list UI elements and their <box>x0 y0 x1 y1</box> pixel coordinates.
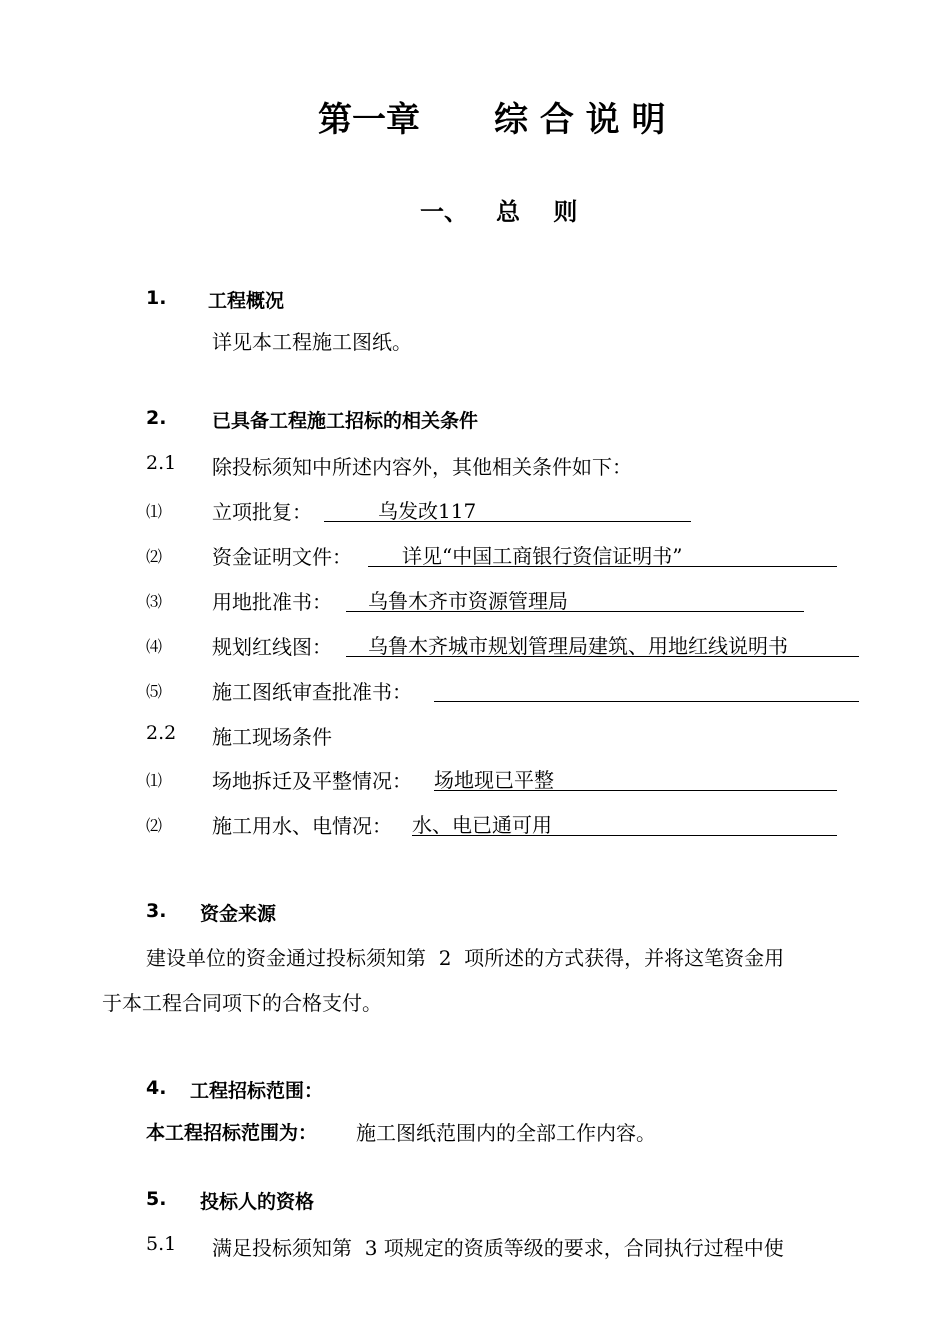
chapter-number: 第一章 <box>318 100 420 140</box>
s2-item4-number: ⑷ <box>146 637 163 656</box>
s2-item6-label: 场地拆迁及平整情况： <box>212 769 412 793</box>
s2-item7-field <box>412 809 837 836</box>
s2-item7-number: ⑵ <box>146 816 163 835</box>
s2-item5-number: ⑸ <box>146 682 163 701</box>
s5-sub1-text: 满足投标须知第 3 项规定的资质等级的要求，合同执行过程中使 <box>212 1236 784 1260</box>
s2-sub1-text: 除投标须知中所述内容外，其他相关条件如下： <box>212 455 632 479</box>
s5-sub1-number: 5.1 <box>146 1233 177 1255</box>
s2-item2-label: 资金证明文件： <box>212 545 352 569</box>
s2-item6-number: ⑴ <box>146 771 163 790</box>
s2-number: 2. <box>146 407 167 429</box>
s2-item1-field <box>324 495 691 522</box>
chapter-title: 综 合 说 明 <box>494 100 666 140</box>
s2-item1-label: 立项批复： <box>212 500 312 524</box>
s4-heading: 工程招标范围： <box>190 1080 324 1102</box>
s4-scope-label: 本工程招标范围为： <box>146 1122 318 1144</box>
s2-item7-value: 水、电已通可用 <box>412 813 552 837</box>
s2-item5-label: 施工图纸审查批准书： <box>212 680 412 704</box>
s2-item6-field <box>434 764 837 791</box>
s2-item5-field <box>434 675 859 702</box>
s2-item3-number: ⑶ <box>146 592 163 611</box>
s2-item2-field <box>368 540 837 567</box>
s4-scope-value: 施工图纸范围内的全部工作内容。 <box>356 1121 656 1145</box>
s2-item4-label: 规划红线图： <box>212 635 332 659</box>
s3-heading: 资金来源 <box>200 903 277 925</box>
s2-item4-value: 乌鲁木齐城市规划管理局建筑、用地红线说明书 <box>368 634 788 658</box>
s2-item1-value: 乌发改117 <box>378 499 477 523</box>
section-number: 一、 <box>420 198 468 226</box>
s2-item1-number: ⑴ <box>146 502 163 521</box>
s2-item4-field <box>346 630 859 657</box>
s3-line1: 建设单位的资金通过投标须知第 2 项所述的方式获得，并将这笔资金用 <box>146 946 785 970</box>
s2-item7-label: 施工用水、电情况： <box>212 814 392 838</box>
s2-sub1-number: 2.1 <box>146 452 177 474</box>
s2-item6-value: 场地现已平整 <box>434 768 554 792</box>
s5-number: 5. <box>146 1188 167 1210</box>
s2-item3-field <box>346 585 804 612</box>
s2-sub2-number: 2.2 <box>146 722 177 744</box>
s2-item2-value: 详见“中国工商银行资信证明书” <box>402 544 683 568</box>
s4-number: 4. <box>146 1077 167 1099</box>
s3-number: 3. <box>146 900 167 922</box>
s2-item2-number: ⑵ <box>146 547 163 566</box>
s2-sub2-text: 施工现场条件 <box>212 725 332 749</box>
s2-item3-label: 用地批准书： <box>212 590 332 614</box>
s2-item3-value: 乌鲁木齐市资源管理局 <box>368 589 568 613</box>
section-title: 总 则 <box>496 198 578 226</box>
s2-heading: 已具备工程施工招标的相关条件 <box>212 410 479 432</box>
s1-body: 详见本工程施工图纸。 <box>212 330 412 354</box>
s1-heading: 工程概况 <box>208 290 285 312</box>
s3-line2: 于本工程合同项下的合格支付。 <box>102 991 382 1015</box>
s1-number: 1. <box>146 287 167 309</box>
s5-heading: 投标人的资格 <box>200 1191 315 1213</box>
